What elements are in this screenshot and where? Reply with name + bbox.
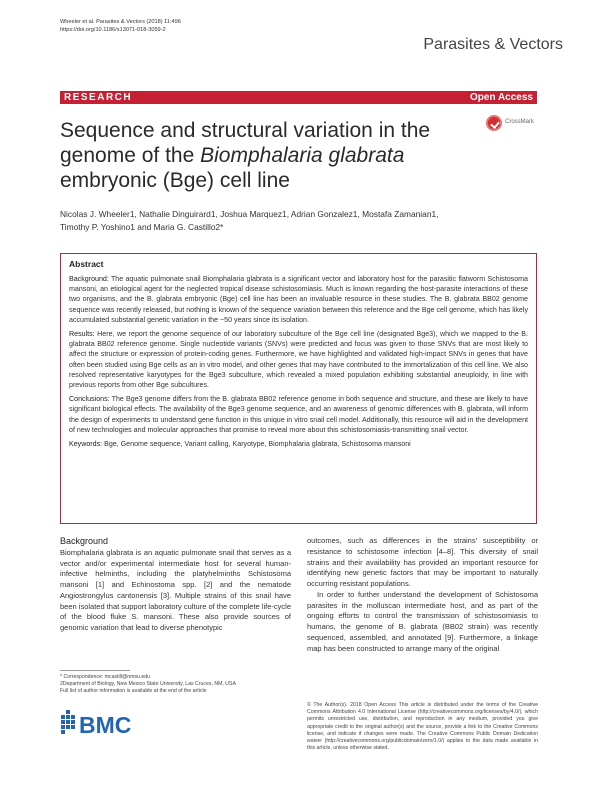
authors-line: Timothy P. Yoshino1 and Maria G. Castillo2* xyxy=(60,222,224,232)
section-text: The aquatic pulmonate snail Biomphalaria glabrata is a significant vector and laboratory host for the parasitic flatworm Schistosoma mansoni, an etiological agent for the neglected tropical disease schistosomiasis. Much is known regarding the host-parasite interactions of these two organisms, and the B. glabrata embryonic (Bge) cell line has been an invaluable resource in these studies. The B. glabrata BB02 genome sequence was recently released, but nothing is known of the sequence variation between this reference and the Bge cell genome, which has likely accumulated substantial genetic variation in the ~50 years since its isolation. xyxy=(69,275,528,324)
body-paragraph: outcomes, such as differences in the strains' susceptibility or resistance to schistosome infection [4–8]. This diversity of snail strains and their availability has provided an important resource for identifying new genetic factors that may be important to naturally occurring resistant populations. xyxy=(307,536,538,588)
citation-header xyxy=(60,18,181,34)
title-part: Sequence and structural variation in the genome of the xyxy=(60,119,431,167)
section-label: Background: xyxy=(69,275,109,283)
section-label: Keywords: xyxy=(69,440,103,449)
crossmark-badge[interactable] xyxy=(486,113,542,137)
abstract-heading: Abstract xyxy=(69,259,104,269)
footnotes xyxy=(60,674,292,696)
body-column-right xyxy=(307,536,538,654)
section-text: Here, we report the genome sequence of our laboratory subculture of the Bge cell line (designated Bge3), which we mapped to the B. glabrata BB02 reference genome. Single nucleotide variants (SNVs) were predicted and focus was given to those SNVs that are most likely to affect the structure or expression of protein-coding genes. Furthermore, we have highlighted and validated high-impact SNVs in genes that have often been studied using Bge cells as an in vitro model, and other genes that may have contributed to the immortalization of this cell line. We also resolved representative karyotypes for the Bge3 subculture, which revealed a mixed population exhibiting substantial aneuploidy, in line with previous reports from other Bge subcultures. xyxy=(69,330,528,390)
author-info-note: Full list of author information is available at the end of the article xyxy=(60,688,207,695)
abstract-box xyxy=(60,253,537,524)
body-paragraph: Biomphalaria glabrata is an aquatic pulmonate snail that serves as a vector and/or experimental intermediate host for several human-infective helminths, including the platyhelminths Schistosoma mansoni [1] and Echinostoma spp. [2] and the nematode Angiostrongylus cantonensis [3]. Multiple strains of this snail have been isolated that support laboratory culture of the complete life-cycle of the blood fluke S. mansoni. These also provide sources of genomic variation that lead to diverse phenotypic xyxy=(60,547,291,632)
title-species: Biomphalaria glabrata xyxy=(200,144,405,167)
crossmark-label: CrossMark xyxy=(505,119,535,125)
author-list xyxy=(60,208,500,234)
bmc-logo xyxy=(60,706,170,742)
article-type-label: RESEARCH xyxy=(64,92,133,103)
correspondence-note[interactable]: * Correspondence: mcastill@nmsu.edu xyxy=(60,674,151,680)
crossmark-icon xyxy=(486,115,502,131)
section-heading: Background xyxy=(60,536,109,546)
section-label: Results: xyxy=(69,330,95,339)
open-access-label: Open Access xyxy=(470,92,533,103)
article-title xyxy=(60,118,470,193)
authors-line: Nicolas J. Wheeler1, Nathalie Dinguirard1, Joshua Marquez1, Adrian Gonzalez1, Mostafa Zamanian1, xyxy=(60,209,439,219)
citation-line: Wheeler et al. Parasites & Vectors (2018) 11:496 xyxy=(60,19,181,25)
bmc-logo-text: BMC xyxy=(79,712,132,738)
section-text: Bge, Genome sequence, Variant calling, Karyotype, Biomphalaria glabrata, Schistosoma mansoni xyxy=(102,440,411,449)
license-text: © The Author(s). 2018 Open Access This article is distributed under the terms of the Creative Commons Attribution 4.0 International License (http://creativecommons.org/licenses/by/4.0/), which permits unrestricted use, distribution, and reproduction in any medium, provided you give appropriate credit to the original author(s) and the source, provide a link to the Creative Commons license, and indicate if changes were made. The Creative Commons Public Domain Dedication waiver (http://creativecommons.org/publicdomain/zero/1.0/) applies to the data made available in this article, unless otherwise stated. xyxy=(307,702,538,752)
journal-name: Parasites & Vectors xyxy=(423,36,563,53)
abstract-keywords xyxy=(69,439,528,449)
abstract-background xyxy=(69,274,528,325)
doi-link[interactable]: https://doi.org/10.1186/s13071-018-3059-2 xyxy=(60,27,166,33)
abstract-conclusions xyxy=(69,394,528,435)
abstract-results xyxy=(69,329,528,390)
title-part: embryonic (Bge) cell line xyxy=(60,169,290,192)
affiliation-note: 2Department of Biology, New Mexico State University, Las Cruces, NM, USA xyxy=(60,681,236,688)
article-type-banner xyxy=(60,91,537,104)
section-label: Conclusions: xyxy=(69,395,110,404)
body-column-left xyxy=(60,536,291,634)
section-text: The Bge3 genome differs from the B. glabrata BB02 reference genome in both sequence and structure, and these are likely to have significant biological effects. The availability of the Bge3 genome sequence, and an awareness of genomic differences with B. glabrata, will inform the design of experiments to understand gene function in this unique in vitro snail cell model. Additionally, this resource will aid in the development of new technologies and molecular approaches that promise to reveal more about this schistosomiasis-transmitting snail vector. xyxy=(69,395,528,434)
body-paragraph: In order to further understand the development of Schistosoma parasites in the molluscan intermediate host, and as part of the ongoing efforts to control the transmission of schistosomiasis to humans, the genome of B. glabrata (BB02 strain) was recently sequenced, assembled, and annotated [9]. Furthermore, a linkage map has been constructed to arrange many of the original xyxy=(307,589,538,653)
footnote-divider xyxy=(60,670,130,671)
